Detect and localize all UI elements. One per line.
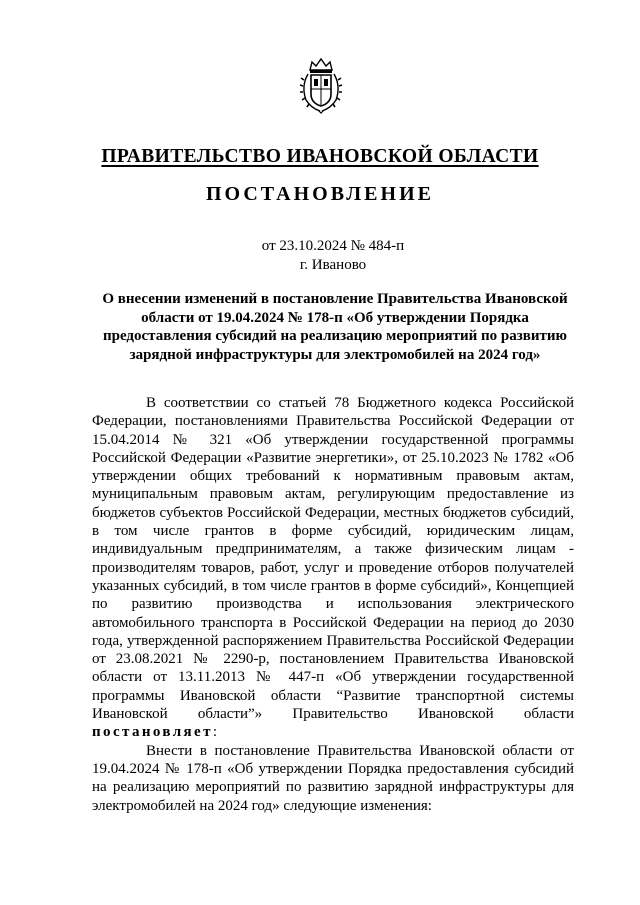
resolves-colon: :	[212, 724, 218, 741]
document-type: ПОСТАНОВЛЕНИЕ	[206, 183, 434, 205]
document-body	[92, 394, 574, 815]
body-paragraph	[92, 394, 574, 742]
preamble-text: В соответствии со статьей 78 Бюджетного кодекса Российской Федерации, постановлениями Правительства Российской Федерации от 15.04.2014 № 321 «Об утверждении государственной программы Российской Федерации «Развитие энергетики», от 25.10.2023 № 1782 «Об утверждении общих требований к нормативным правовым актам, муниципальным правовым актам, регулирующим предоставление из бюджетов субъектов Российской Федерации, местных бюджетов субсидий, в том числе грантов в форме субсидий, юридическим лицам, индивидуальным предпринимателям, а также физическим лицам - производителям товаров, работ, услуг и проведение отборов получателей указанных субсидий, в том числе грантов в форме субсидий», Концепцией по развитию производства и использования электрического автомобильного транспорта в Российской Федерации на период до 2030 года, утвержденной распоряжением Правительства Российской Федерации от 23.08.2021 № 2290-р, постановлением Правительства Ивановской области от 13.11.2013 № 447-п «Об утверждении государственной программы Ивановской области “Развитие транспортной системы Ивановской области”» Правительство Ивановской области	[92, 395, 574, 723]
resolves-word: постановляет	[92, 724, 213, 741]
body-paragraph: Внести в постановление Правительства Ивановской области от 19.04.2024 № 178-п «Об утверждении Порядка предоставления субсидий на реализацию мероприятий по развитию зарядной инфраструктуры для электромобилей на 2024 год» следующие изменения:	[92, 742, 574, 814]
document-subject: О внесении изменений в постановление Правительства Ивановской области от 19.04.2024 № 178-п «Об утверждении Порядка предоставления субсидий на реализацию мероприятий по развитию зарядной инфраструктуры для электромобилей на 2024 год»	[102, 291, 568, 363]
coat-of-arms-icon	[298, 56, 344, 114]
government-title-text: ПРАВИТЕЛЬСТВО ИВАНОВСКОЙ ОБЛАСТИ	[101, 146, 539, 167]
government-title	[0, 146, 640, 168]
city: г. Иваново	[299, 257, 367, 273]
date-number: от 23.10.2024 № 484-п	[261, 238, 405, 254]
